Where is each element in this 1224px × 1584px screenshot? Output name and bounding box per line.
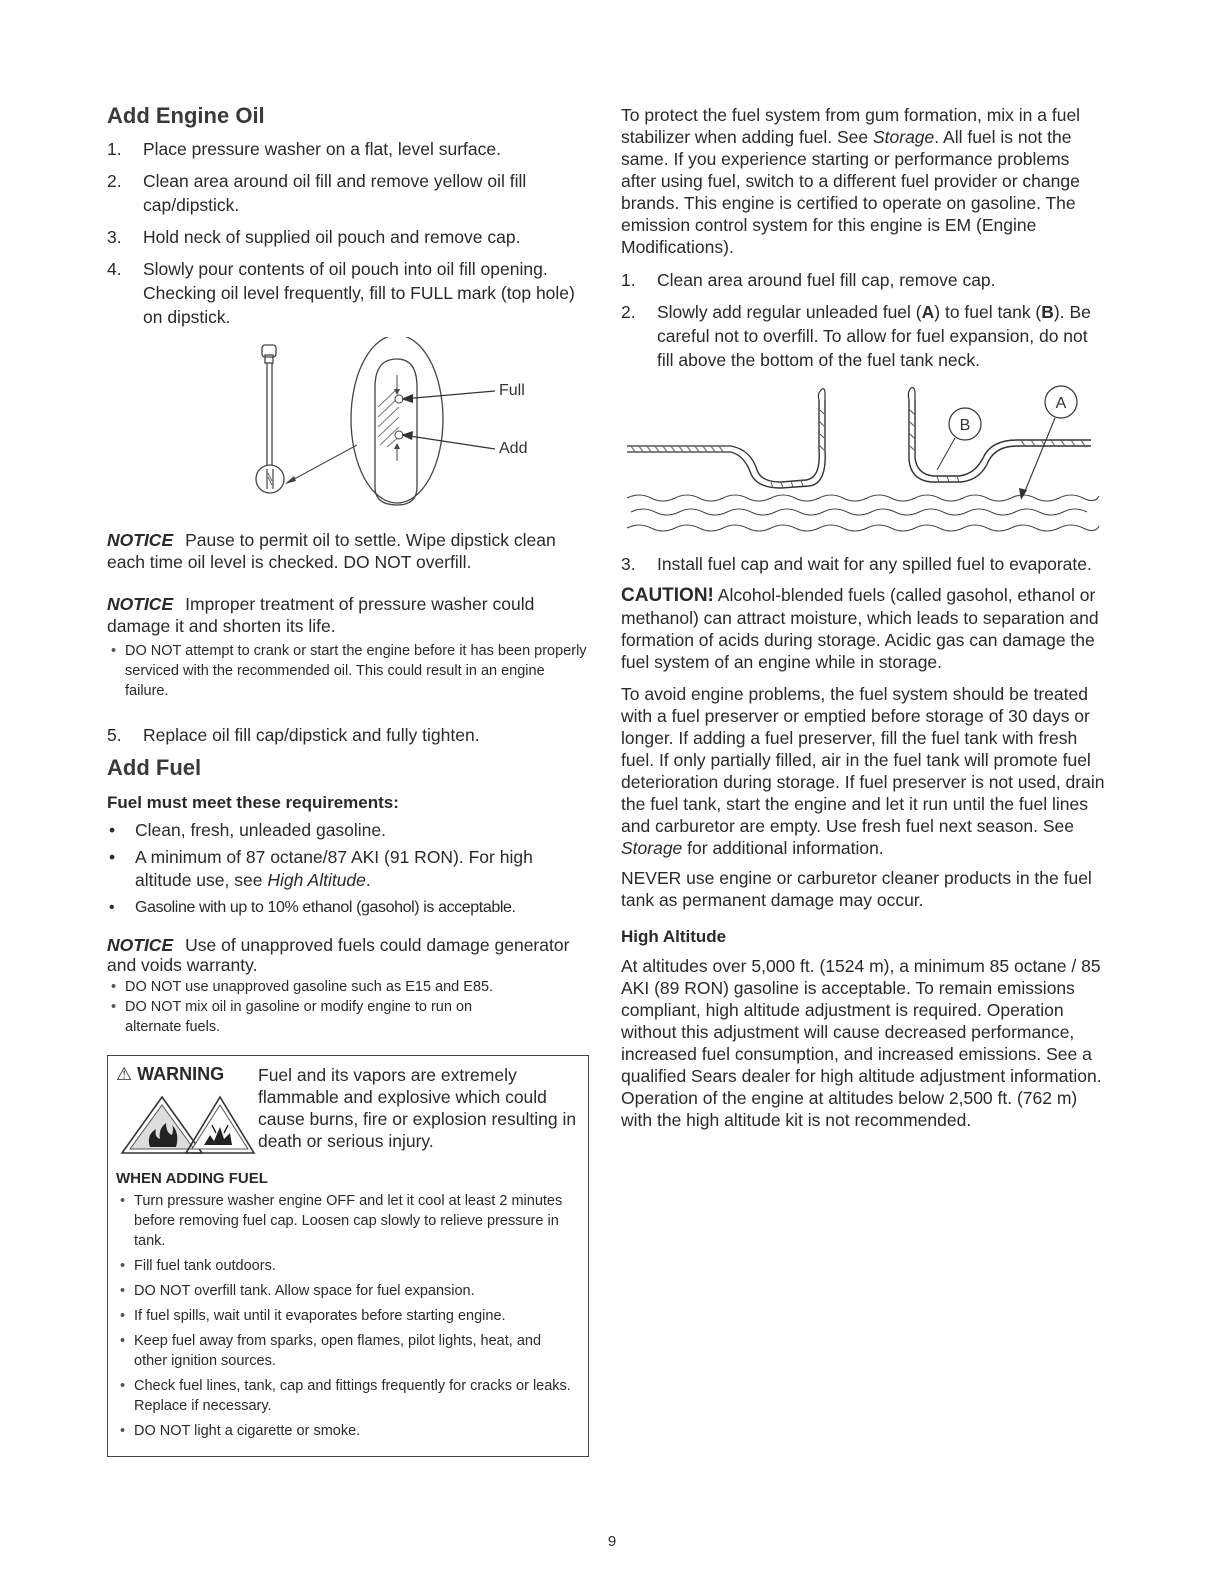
fuel-step: 3. Install fuel cap and wait for any spilled fuel to evaporate. xyxy=(621,554,1092,574)
warning-bullets xyxy=(116,1191,578,1441)
high-altitude-ref: High Altitude xyxy=(267,870,366,890)
high-altitude-text: At altitudes over 5,000 ft. (1524 m), a minimum 85 octane / 85 AKI (89 RON) gasoline is acceptable. To remain emissions compliant, high altitude adjustment is required. Operation without this adjustment will cause decreased performance, increased fuel consumption, and increased emissions. See a qualified Sears dealer for high altitude adjustment information. Operation of the engine at altitudes below 2,500 ft. (762 m) with the high altitude kit is not recommended. xyxy=(621,956,1102,1130)
storage-ref: Storage xyxy=(621,838,683,858)
add-fuel-heading: Add Fuel xyxy=(107,755,202,780)
list-item: • If fuel spills, wait until it evaporates before starting engine. xyxy=(116,1306,578,1326)
list-item: • Gasoline with up to 10% ethanol (gasohol) is acceptable. xyxy=(107,896,589,919)
fuel-step-3 xyxy=(621,552,1106,576)
add-label: Add xyxy=(499,440,528,457)
notice-keyword: NOTICE xyxy=(107,594,174,614)
page-number: 9 xyxy=(607,1533,617,1550)
oil-steps-list xyxy=(107,137,589,329)
list-item: • DO NOT light a cigarette or smoke. xyxy=(116,1421,578,1441)
high-altitude-heading: High Altitude xyxy=(621,927,727,946)
explosion-icon xyxy=(186,1097,254,1153)
full-label: Full xyxy=(499,382,525,399)
list-item: • A minimum of 87 octane/87 AKI (91 RON). For high altitude use, see High Altitude. xyxy=(107,846,589,892)
warning-subheading: WHEN ADDING FUEL xyxy=(116,1170,268,1187)
warning-text: Fuel and its vapors are extremely flammable and explosive which could cause burns, fire or explosion resulting in death or serious injury. xyxy=(258,1065,577,1151)
callout-a-label: A xyxy=(1055,395,1067,412)
caution-keyword: CAUTION! xyxy=(621,585,714,606)
right-column xyxy=(621,104,1106,1131)
fuel-step: 2. Slowly add regular unleaded fuel (A) to fuel tank (B). Be careful not to overfill. To allow for fuel expansion, do not fill above the bottom of the fuel tank neck. xyxy=(621,302,1091,370)
fuel-step: 1. Clean area around fuel fill cap, remove cap. xyxy=(621,270,996,290)
oil-step: 3. Hold neck of supplied oil pouch and remove cap. xyxy=(107,227,521,247)
notice-unapproved-bullets xyxy=(107,977,589,1037)
notice-keyword: NOTICE xyxy=(107,530,174,550)
fuel-tank-illustration xyxy=(621,380,1106,560)
list-item: • Clean, fresh, unleaded gasoline. xyxy=(107,819,589,842)
warning-title: ⚠ WARNING xyxy=(116,1064,225,1084)
list-item: • Keep fuel away from sparks, open flames, pilot lights, heat, and other ignition sources. xyxy=(116,1331,578,1371)
oil-step: 5. Replace oil fill cap/dipstick and fully tighten. xyxy=(107,725,480,745)
never-cleaner-note: NEVER use engine or carburetor cleaner products in the fuel tank as permanent damage may occur. xyxy=(621,868,1092,910)
list-item: • Turn pressure washer engine OFF and let it cool at least 2 minutes before removing fuel cap. Loosen cap slowly to relieve pressure in tank. xyxy=(116,1191,578,1251)
notice-keyword: NOTICE xyxy=(107,935,174,955)
add-engine-oil-heading: Add Engine Oil xyxy=(107,103,265,128)
list-item: • DO NOT attempt to crank or start the engine before it has been properly serviced with the recommended oil. This could result in an engine failure. xyxy=(107,641,589,701)
oil-step: 1. Place pressure washer on a flat, level surface. xyxy=(107,139,501,159)
dipstick-tip xyxy=(256,465,284,493)
notice-improper: NOTICE Improper treatment of pressure washer could damage it and shorten its life. xyxy=(107,594,535,636)
list-item: • Check fuel lines, tank, cap and fittings frequently for cracks or leaks. Replace if necessary. xyxy=(116,1376,578,1416)
list-item: • DO NOT mix oil in gasoline or modify engine to run on alternate fuels. xyxy=(107,997,589,1037)
fire-icon xyxy=(122,1097,202,1153)
dipstick-illustration xyxy=(107,337,589,517)
storage-ref: Storage xyxy=(872,127,935,147)
warning-triangle-icon: ⚠ xyxy=(116,1064,133,1084)
list-item: • DO NOT use unapproved gasoline such as E15 and E85. xyxy=(107,977,589,997)
magnified-view xyxy=(351,337,443,503)
fire-explosion-icons xyxy=(116,1089,256,1161)
notice-improper-bullets xyxy=(107,641,589,701)
oil-step: 4. Slowly pour contents of oil pouch into oil fill opening. Checking oil level frequently, fill to FULL mark (top hole) on dipstick. xyxy=(107,259,575,327)
list-item: • DO NOT overfill tank. Allow space for fuel expansion. xyxy=(116,1281,578,1301)
notice-settle: NOTICE Pause to permit oil to settle. Wipe dipstick clean each time oil level is checked. DO NOT overfill. xyxy=(107,530,556,572)
left-column xyxy=(107,100,589,1457)
oil-step: 2. Clean area around oil fill and remove yellow oil fill cap/dipstick. xyxy=(107,171,527,215)
fuel-requirements-heading: Fuel must meet these requirements: xyxy=(107,793,399,812)
fuel-steps-list xyxy=(621,268,1106,372)
caution-alcohol-fuels: CAUTION! Alcohol-blended fuels (called gasohol, ethanol or methanol) can attract moisture, which leads to separation and formation of acids during storage. Acidic gas can damage the fuel system of an engine while in storage. xyxy=(621,585,1099,672)
fuel-requirements-list xyxy=(107,819,589,919)
list-item: • Fill fuel tank outdoors. xyxy=(116,1256,578,1276)
fuel-intro: To protect the fuel system from gum formation, mix in a fuel stabilizer when adding fuel. See Storage. All fuel is not the same. If you experience starting or performance problems after using fuel, switch to a different fuel provider or change brands. This engine is certified to operate on gasoline. The emission control system for this engine is EM (Engine Modifications). xyxy=(621,105,1081,257)
fuel-warning-box xyxy=(107,1055,589,1457)
avoid-engine-problems: To avoid engine problems, the fuel system should be treated with a fuel preserver or emptied before storage of 30 days or longer. If adding a fuel preserver, fill the fuel tank with fresh fuel. If only partially filled, air in the fuel tank will promote fuel deterioration during storage. If fuel preserver is not used, drain the fuel tank, start the engine and let it run until the fuel lines and carburetor are empty. Use fresh fuel next season. See Storage for additional information. xyxy=(621,684,1105,858)
oil-step-5 xyxy=(107,723,589,747)
notice-unapproved-fuels: NOTICE Use of unapproved fuels could damage generator and voids warranty. xyxy=(107,935,570,975)
callout-b-label: B xyxy=(959,417,971,434)
